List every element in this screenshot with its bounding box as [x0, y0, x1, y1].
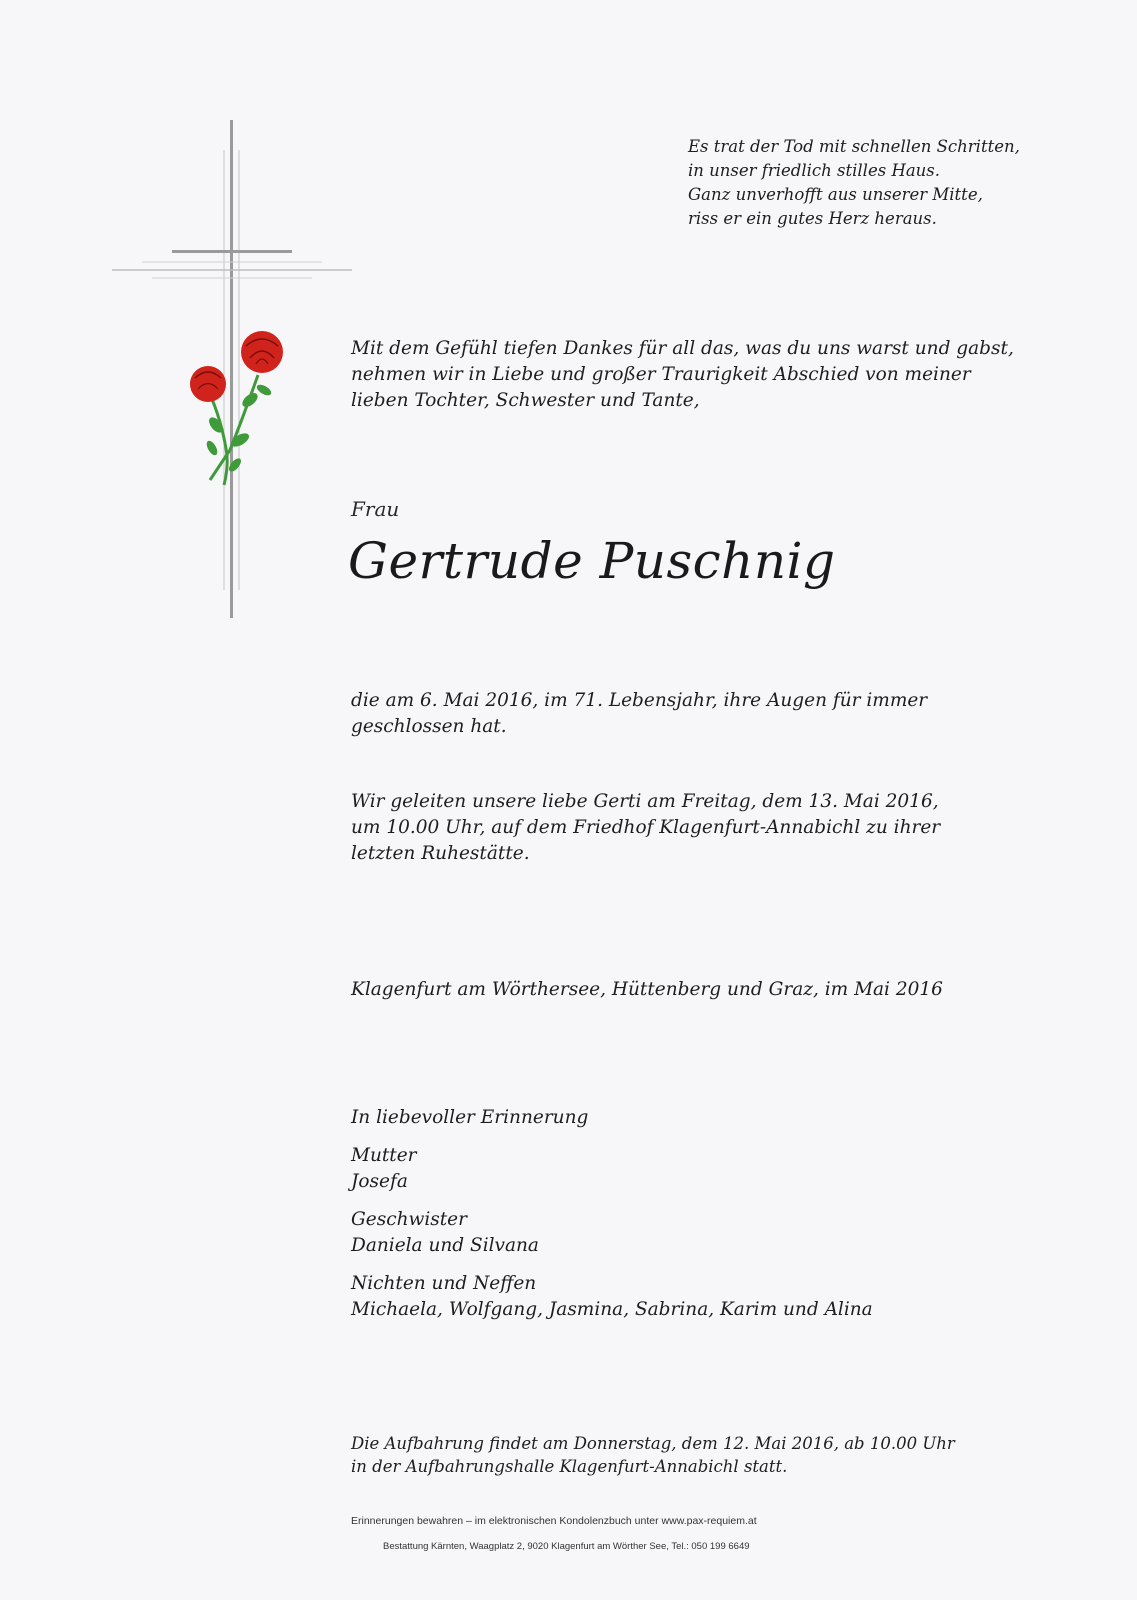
deceased-name: Gertrude Puschnig: [348, 532, 836, 590]
intro-line: Mit dem Gefühl tiefen Dankes für all das, was du uns warst und gabst,: [351, 338, 1014, 359]
mourner-relation: Mutter: [351, 1145, 417, 1166]
death-paragraph: [351, 688, 927, 740]
mourner-relation: Geschwister: [351, 1209, 467, 1230]
poem-line: Es trat der Tod mit schnellen Schritten,: [688, 137, 1020, 156]
mourners-section: [351, 1105, 873, 1335]
salutation: Frau: [351, 497, 400, 521]
funeral-paragraph: [351, 789, 940, 867]
place-date: Klagenfurt am Wörthersee, Hüttenberg und Graz, im Mai 2016: [351, 979, 943, 1000]
poem-line: in unser friedlich stilles Haus.: [688, 161, 941, 180]
poem-line: riss er ein gutes Herz heraus.: [688, 209, 937, 228]
intro-line: nehmen wir in Liebe und großer Traurigkeit Abschied von meiner: [351, 364, 971, 385]
condolence-footer: Erinnerungen bewahren – im elektronischen Kondolenzbuch unter www.pax-requiem.at: [351, 1515, 757, 1527]
funeral-line: um 10.00 Uhr, auf dem Friedhof Klagenfurt-Annabichl zu ihrer: [351, 817, 941, 838]
mourners-title: In liebevoller Erinnerung: [351, 1107, 589, 1128]
mourner-names: Michaela, Wolfgang, Jasmina, Sabrina, Karim und Alina: [351, 1299, 873, 1320]
cross-icon: [112, 120, 352, 632]
mourner-relation: Nichten und Neffen: [351, 1273, 537, 1294]
death-line: geschlossen hat.: [351, 716, 507, 737]
mourner-names: Daniela und Silvana: [351, 1235, 539, 1256]
poem: [688, 135, 1020, 231]
mourner-group: [351, 1143, 873, 1195]
funeral-line: letzten Ruhestätte.: [351, 843, 530, 864]
roses-icon: [190, 331, 283, 485]
intro-paragraph: [351, 336, 1014, 414]
intro-line: lieben Tochter, Schwester und Tante,: [351, 390, 700, 411]
mourner-names: Josefa: [351, 1171, 408, 1192]
funeral-line: Wir geleiten unsere liebe Gerti am Freitag, dem 13. Mai 2016,: [351, 791, 939, 812]
mourner-group: [351, 1207, 873, 1259]
viewing-notice: [351, 1432, 955, 1478]
viewing-line: in der Aufbahrungshalle Klagenfurt-Annabichl statt.: [351, 1457, 788, 1476]
death-line: die am 6. Mai 2016, im 71. Lebensjahr, ihre Augen für immer: [351, 690, 928, 711]
viewing-line: Die Aufbahrung findet am Donnerstag, dem 12. Mai 2016, ab 10.00 Uhr: [351, 1434, 955, 1453]
mourner-group: [351, 1271, 873, 1323]
poem-line: Ganz unverhofft aus unserer Mitte,: [688, 185, 983, 204]
undertaker-footer: Bestattung Kärnten, Waagplatz 2, 9020 Klagenfurt am Wörther See, Tel.: 050 199 6649: [383, 1541, 750, 1552]
